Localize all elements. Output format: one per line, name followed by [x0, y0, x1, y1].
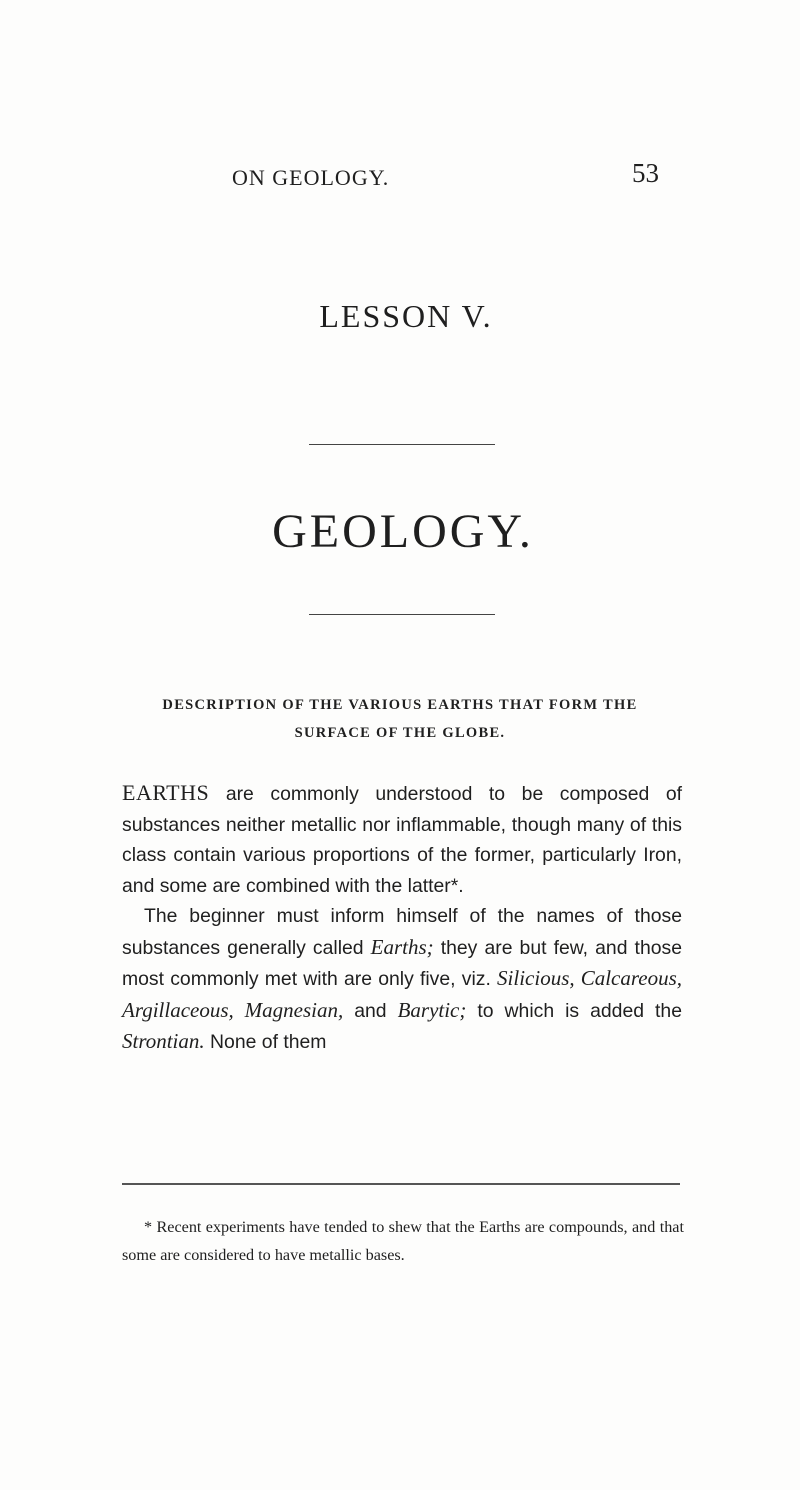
lesson-title: LESSON V.	[319, 298, 493, 334]
paragraph	[122, 901, 682, 1058]
paragraph-text: they are but few, and those most commonly met with are only five, viz.	[122, 936, 682, 990]
body-text	[122, 778, 682, 1058]
running-head: ON GEOLOGY.	[232, 165, 390, 190]
subject-title: GEOLOGY.	[272, 505, 534, 558]
section-heading-line: DESCRIPTION OF THE VARIOUS EARTHS THAT FORM THE	[162, 697, 638, 713]
paragraph	[122, 778, 682, 901]
lead-word: EARTHS	[122, 780, 210, 805]
page-number: 53	[632, 158, 659, 188]
footnote: * Recent experiments have tended to shew that the Earths are compounds, and that some are considered to have metallic bases.	[122, 1218, 684, 1264]
paragraph-text: The beginner must inform himself of the names of those substances generally called	[122, 905, 682, 959]
paragraph-text: None of them	[204, 1031, 327, 1053]
italic-term: Barytic;	[397, 997, 467, 1022]
paragraph-text: and	[343, 999, 398, 1022]
italic-term: Silicious, Calcareous, Argillaceous, Magnesian,	[122, 966, 682, 1022]
italic-term: Strontian.	[122, 1029, 205, 1053]
italic-term: Earths;	[370, 934, 434, 959]
divider-rule	[309, 614, 495, 615]
section-heading	[100, 691, 700, 747]
paragraph-text: to which is added the	[466, 999, 682, 1022]
footnote-rule	[122, 1183, 680, 1185]
divider-rule	[309, 444, 495, 445]
paragraph-text: are commonly understood to be composed of substances neither metallic nor inflammable, though many of this class contain various proportions of the former, particularly Iron, and some are combined with the latter*.	[122, 783, 682, 897]
section-heading-line: SURFACE OF THE GLOBE.	[294, 725, 506, 741]
